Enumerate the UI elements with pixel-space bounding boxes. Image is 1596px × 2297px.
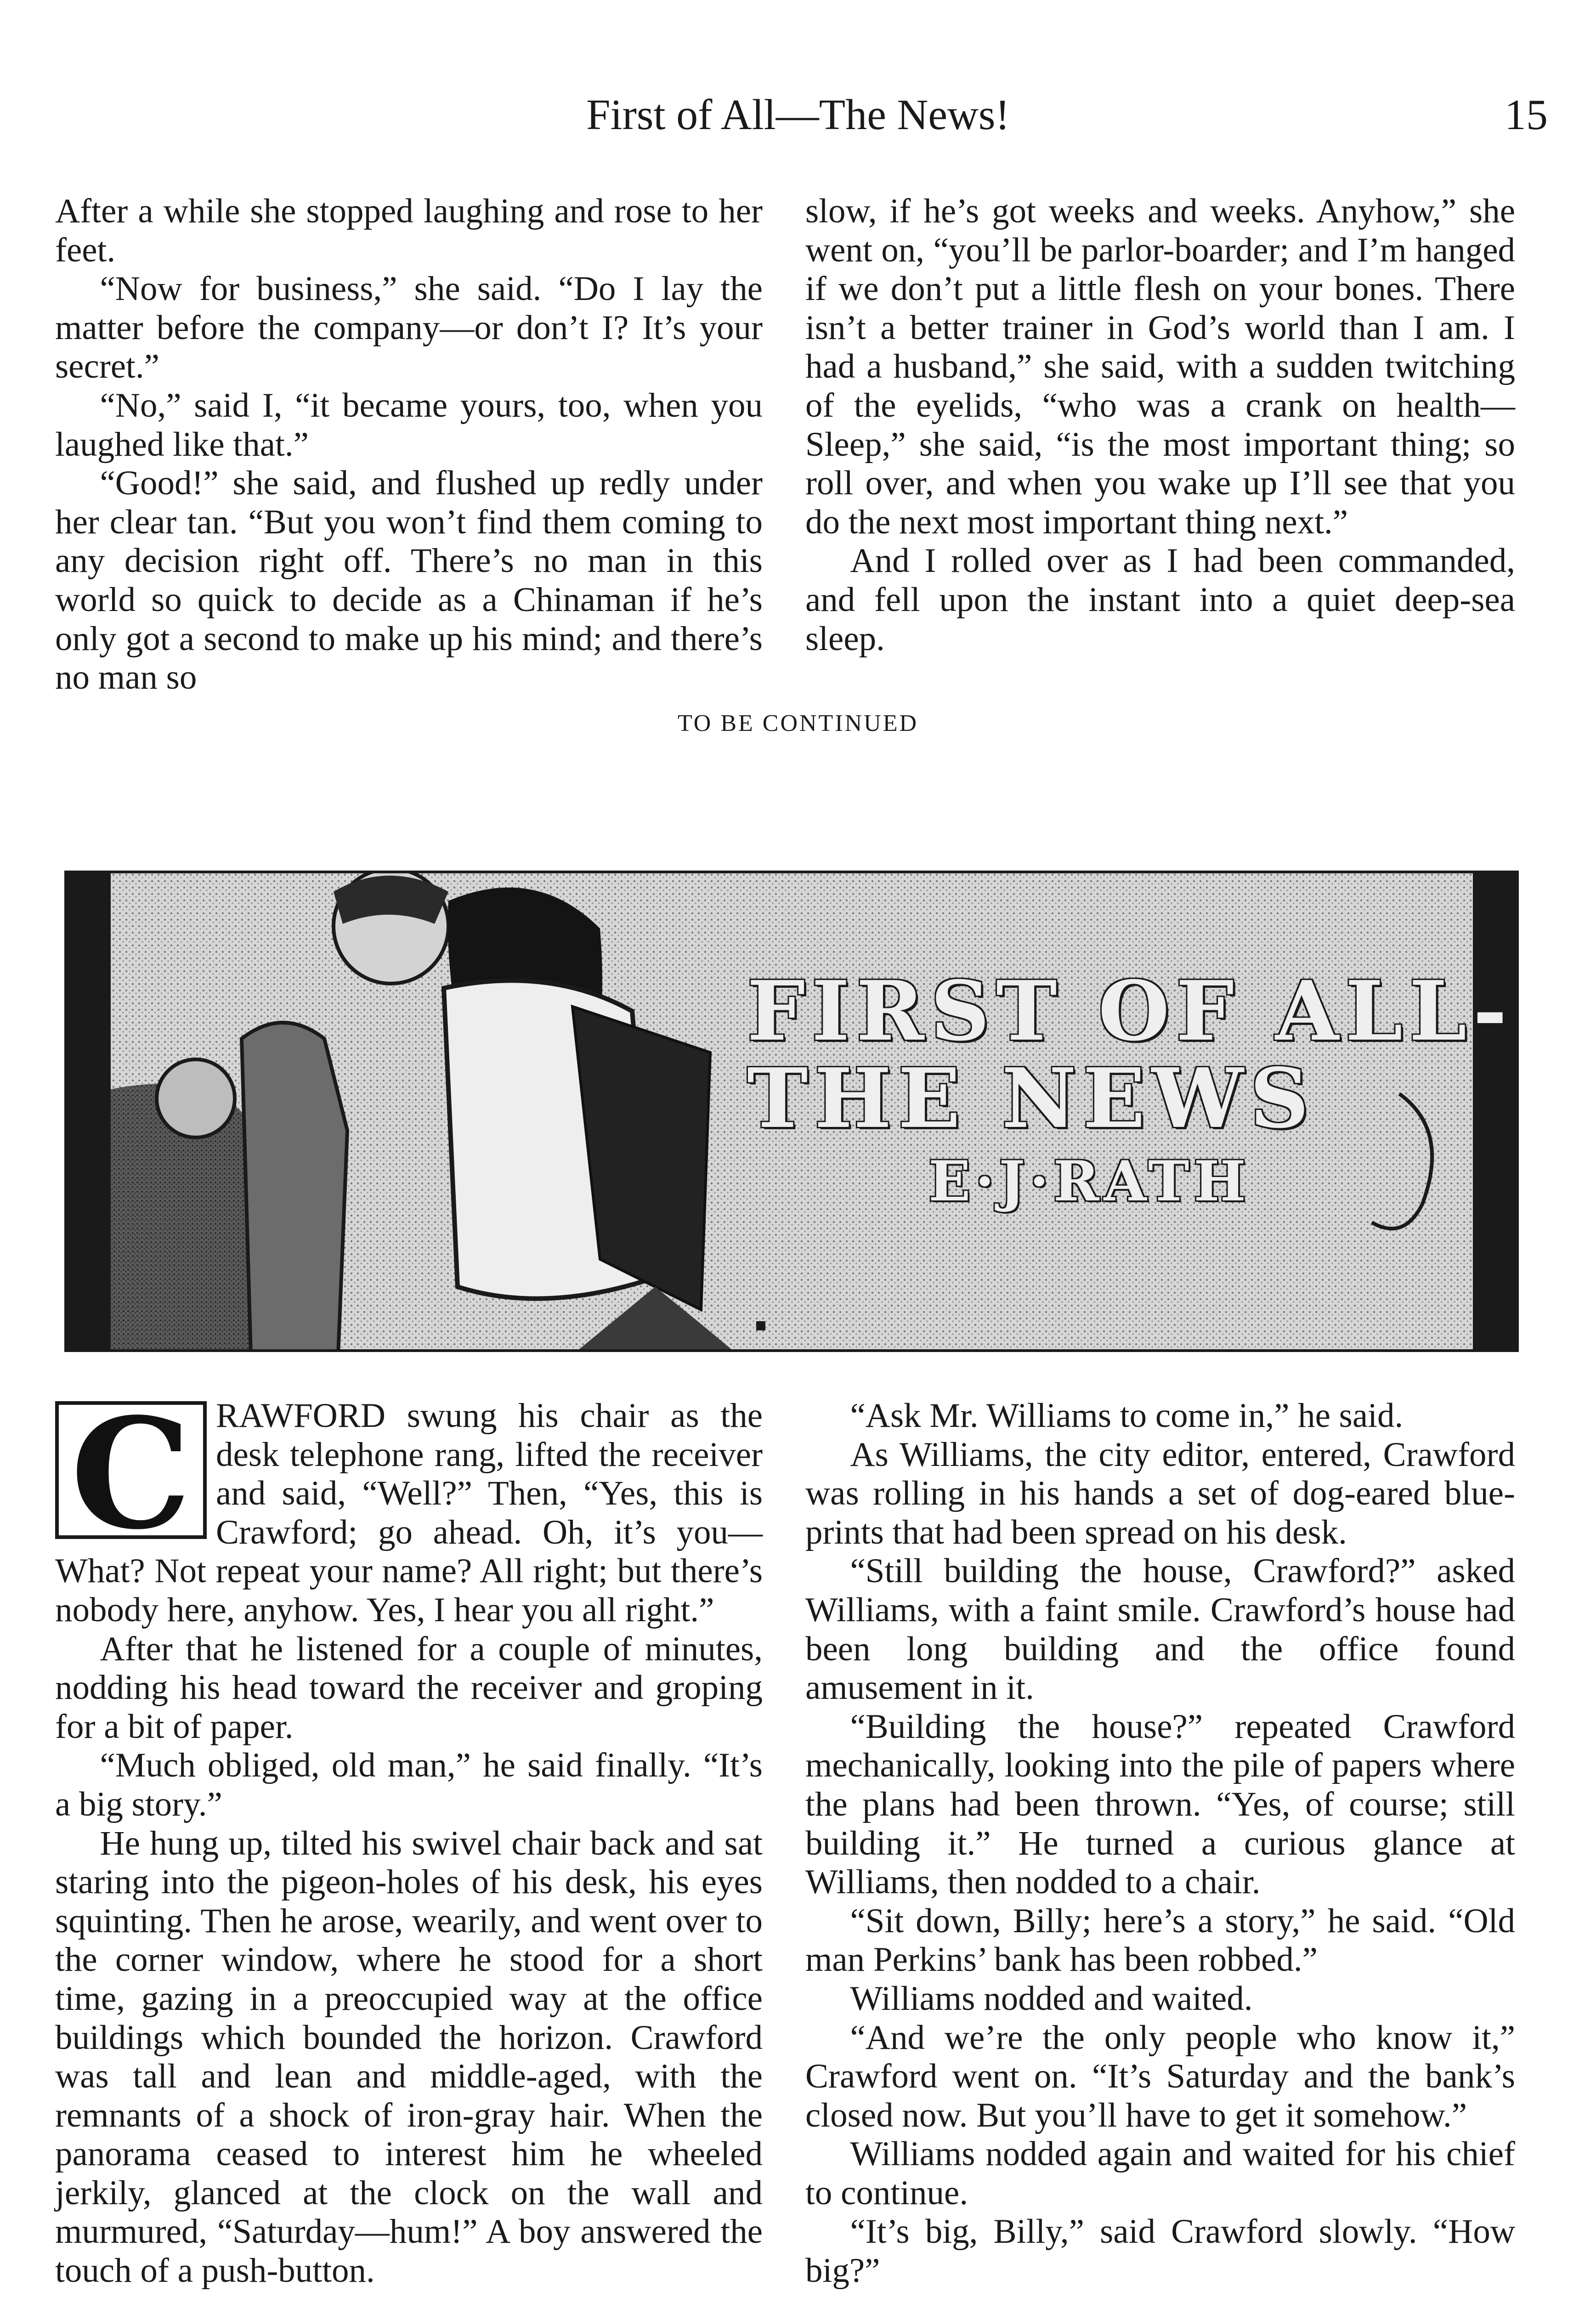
paragraph: “Much obliged, old man,” he said finally. “It’s a big story.”	[55, 1746, 763, 1823]
paragraph: “Building the house?” repeated Crawford mechanically, looking into the pile of papers where the plans had been thrown. “Yes, of course; still building it.” He turned a curious glance at Williams, then nodded to a chair.	[805, 1707, 1515, 1901]
right-dark-strip	[1473, 873, 1519, 1352]
paragraph: “Still building the house, Crawford?” asked Williams, with a faint smile. Crawford’s house had been long building and the office found amusement in it.	[805, 1552, 1515, 1707]
paragraph: “No,” said I, “it became yours, too, when you laughed like that.”	[55, 386, 763, 464]
story-title-banner	[64, 871, 1519, 1352]
banner-byline: E·J·RATH	[928, 1149, 1251, 1214]
banner-title-line-1: FIRST OF ALL-	[747, 963, 1514, 1059]
paragraph: Williams nodded again and waited for his chief to continue.	[805, 2135, 1515, 2212]
paragraph: As Williams, the city editor, entered, Crawford was rolling in his hands a set of dog-eared blue-prints that had been spread on his desk.	[805, 1435, 1515, 1551]
paragraph: slow, if he’s got weeks and weeks. Anyhow,” she went on, “you’ll be parlor-boarder; and I’m hanged if we don’t put a little flesh on your bones. There isn’t a better trainer in God’s world than I am. I had a husband,” she said, with a sudden twitching of the eyelids, “who was a crank on health— Sleep,” she said, “is the most important thing; so roll over, and when you wake up I’ll see that you do the next most important thing next.”	[805, 192, 1515, 541]
paragraph: “It’s big, Billy,” said Crawford slowly. “How big?”	[805, 2212, 1515, 2290]
drop-cap-letter: C	[70, 1385, 192, 1563]
story-continuation-left-column	[55, 192, 763, 697]
paragraph: Williams nodded and waited.	[850, 1979, 1253, 2018]
story-right-column	[805, 1397, 1515, 2291]
seated-figure-head	[157, 1059, 235, 1137]
story-left-column	[55, 1385, 763, 2291]
story-continuation-right-column	[805, 192, 1515, 658]
left-dark-strip	[67, 873, 111, 1352]
paragraph: “And we’re the only people who know it,” Crawford went on. “It’s Saturday and the bank’s closed now. But you’ll have to get it somehow.”	[805, 2018, 1515, 2134]
paragraph: “Sit down, Billy; here’s a story,” he said. “Old man Perkins’ bank has been robbed.”	[805, 1901, 1515, 1979]
running-header-title: First of All—The News!	[586, 91, 1010, 139]
paragraph: He hung up, tilted his swivel chair back and sat staring into the pigeon-holes of his desk, his eyes squinting. Then he arose, wearily, and went over to the corner window, where he stood for a short time, gazing in a preoccupied way at the office buildings which bounded the horizon. Crawford was tall and lean and middle-aged, with the remnants of a shock of iron-gray hair. When the panorama ceased to interest him he wheeled jerkily, glanced at the clock on the wall and murmured, “Saturday—hum!” A boy answered the touch of a push-button.	[55, 1824, 763, 2290]
paragraph: “Now for business,” she said. “Do I lay the matter before the company—or don’t I? It’s your secret.”	[55, 270, 763, 386]
paragraph: “Ask Mr. Williams to come in,” he said.	[850, 1397, 1404, 1435]
opening-paragraph: RAWFORD swung his chair as the desk telephone rang, lifted the receiver and said, “Well?” Then, “Yes, this is Crawford; go ahead. Oh, it’s you— What? Not repeat your name? All right; but there’s nobody here, anyhow. Yes, I hear you all right.”	[55, 1397, 763, 1629]
standing-man-coat	[242, 1023, 347, 1352]
paragraph: And I rolled over as I had been commanded, and fell upon the instant into a quiet deep-sea sleep.	[805, 542, 1515, 658]
page-number: 15	[1505, 91, 1548, 139]
to-be-continued-notice: TO BE CONTINUED	[677, 710, 919, 736]
banner-ornament-square	[756, 1321, 765, 1330]
drop-cap	[55, 1385, 207, 1563]
paragraph: After a while she stopped laughing and rose to her feet.	[55, 192, 763, 269]
banner-title-line-2: THE NEWS	[747, 1050, 1316, 1146]
paragraph: After that he listened for a couple of minutes, nodding his head toward the receiver and groping for a bit of paper.	[55, 1629, 763, 1746]
paragraph: “Good!” she said, and flushed up redly under her clear tan. “But you won’t find them coming to any decision right off. There’s no man in this world so quick to decide as a Chinaman if he’s only got a second to make up his mind; and there’s no man so	[55, 464, 763, 697]
